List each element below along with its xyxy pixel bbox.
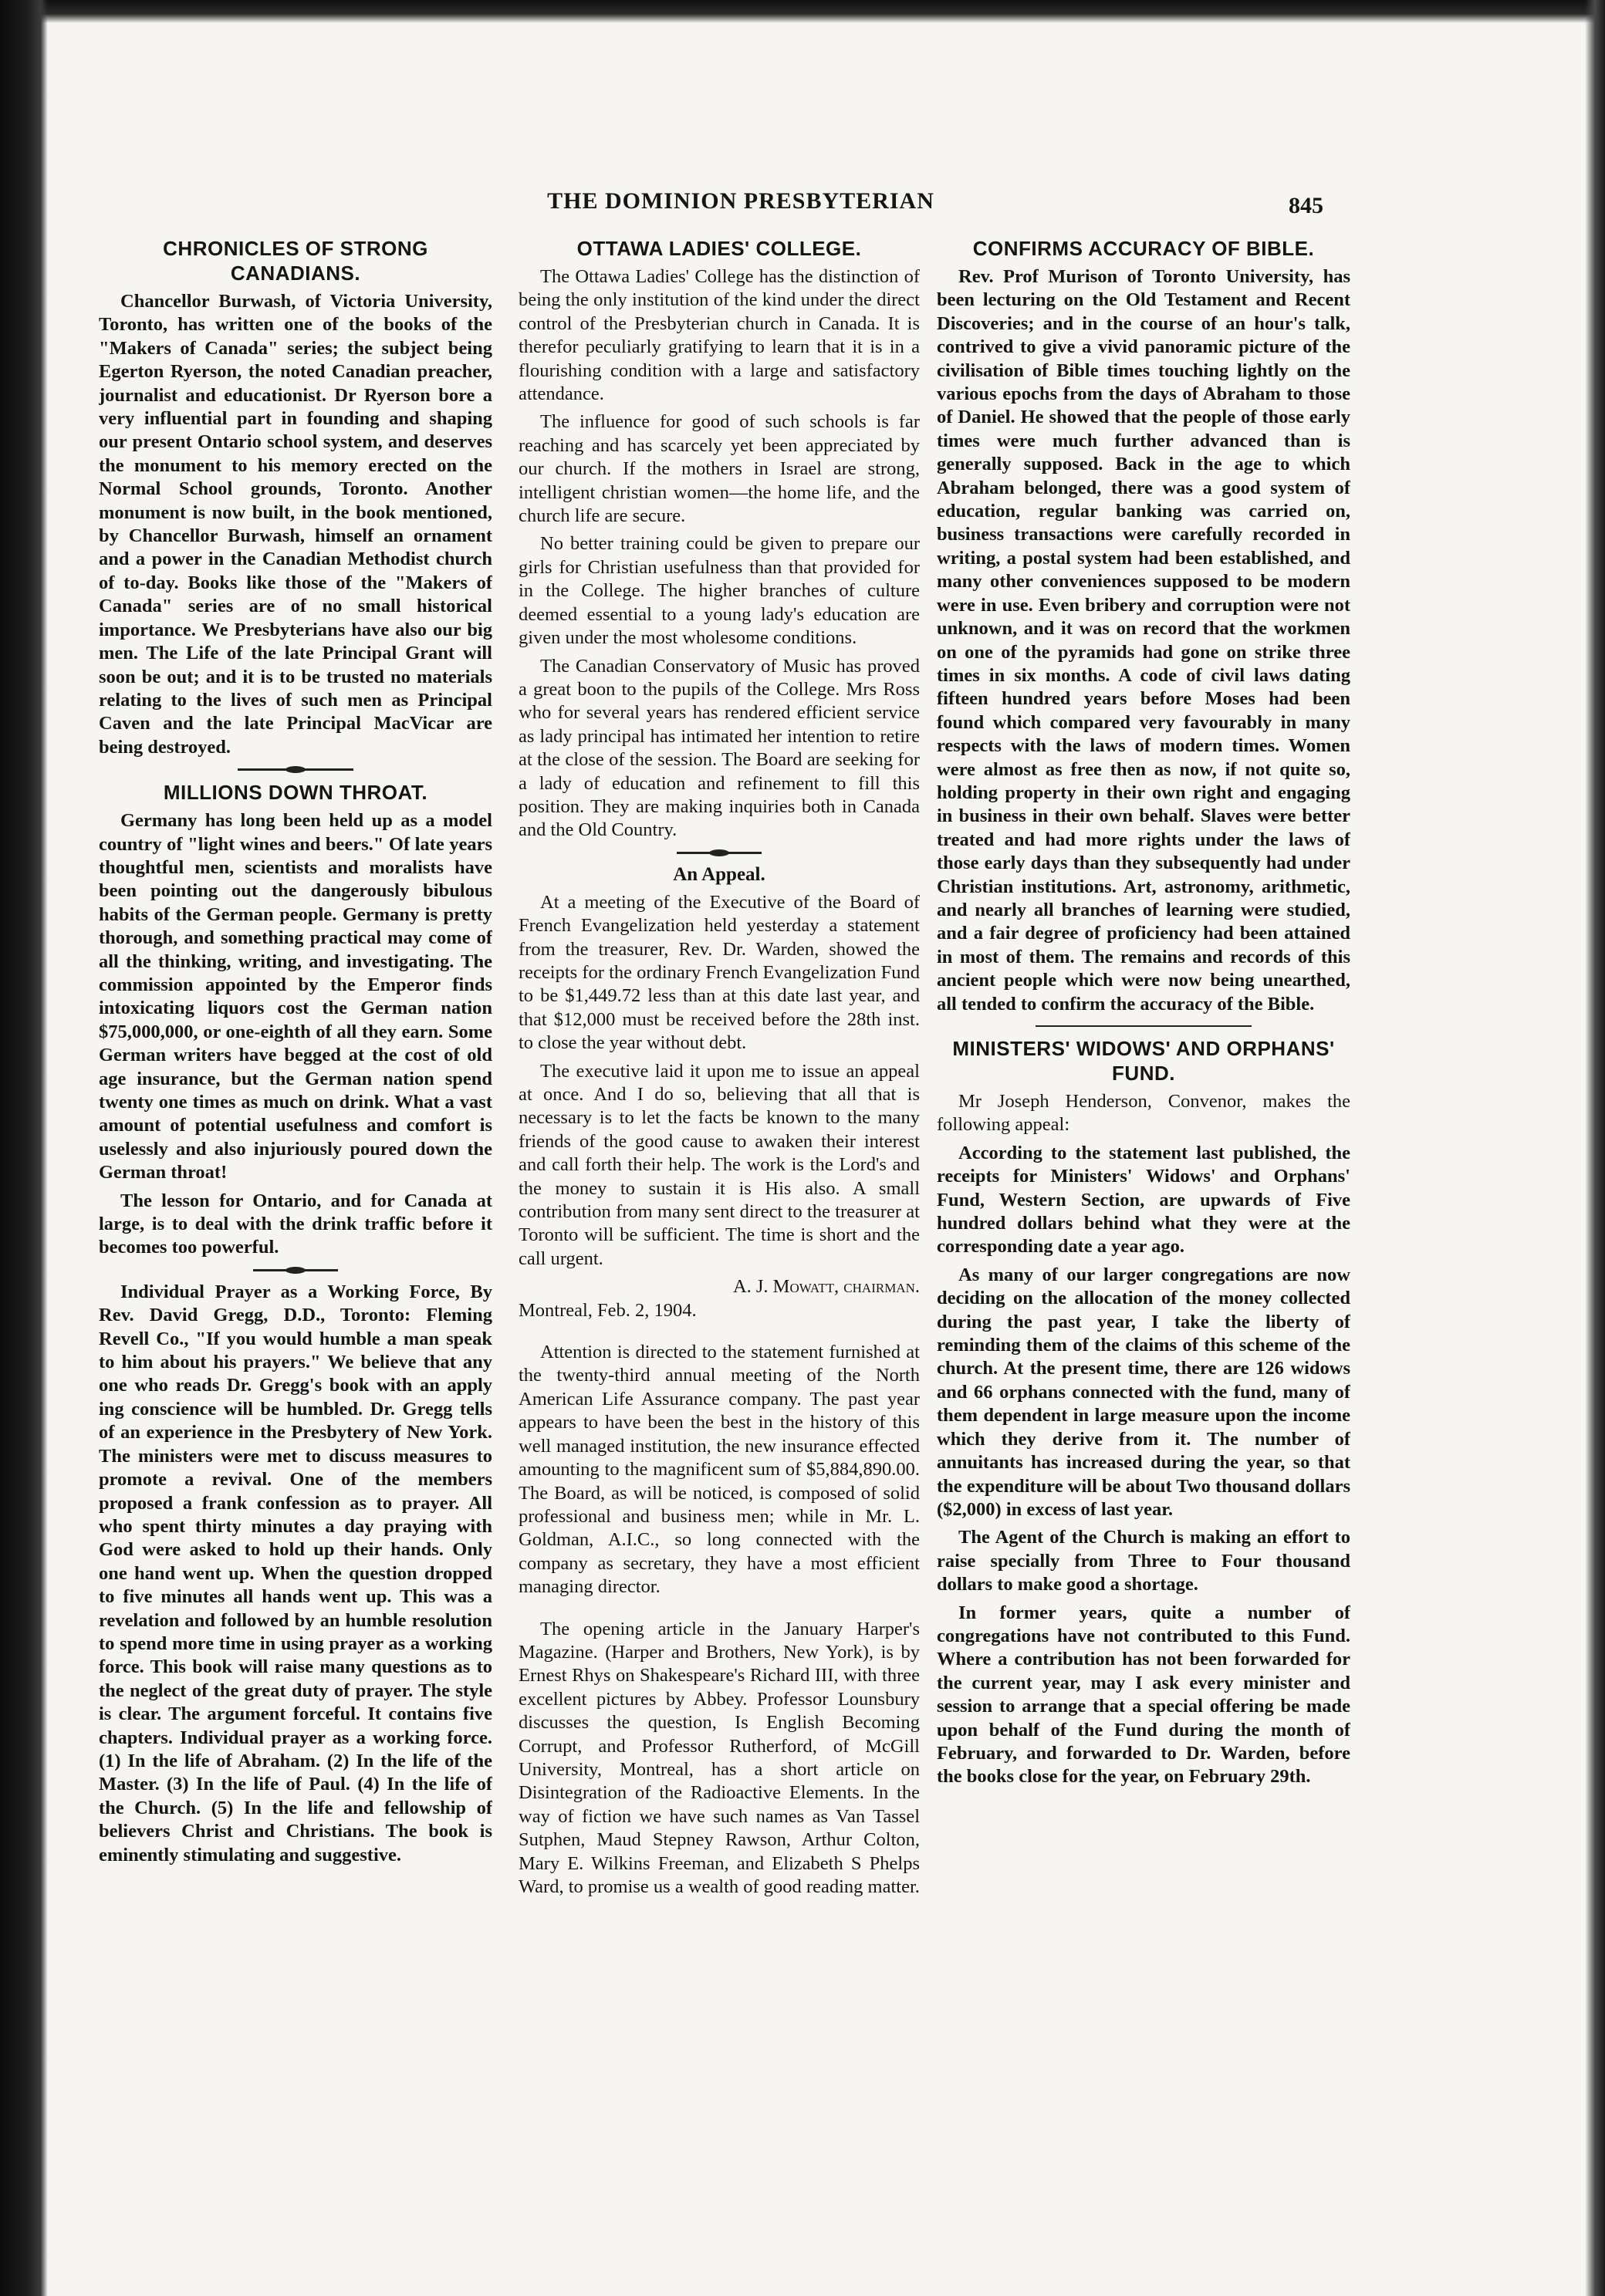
article-paragraph: According to the statement last published, the receipts for Ministers' Widows' and Orphans' Fund, Western Section, are upwards of Five hundred dollars behind what they were at the corresponding date a year ago. — [937, 1142, 1350, 1258]
article-paragraph-insurance: Attention is directed to the statement furnished at the twenty-third annual meeting of the North American Life Assurance company. The past year appears to have been the best in the history of this well managed institution, the new insurance effected amounting to the magnificent sum of $5,884,890.00. The Board, as will be noticed, is composed of solid professional and business men; while in Mr. L. Goldman, A.I.C., so long connected with the company as secretary, they have a most efficient managing director. — [519, 1342, 920, 1598]
column-middle — [519, 236, 920, 2196]
scan-border-left — [0, 0, 48, 2296]
article-paragraph: The Ottawa Ladies' College has the distinction of being the only institution of the kind under the direct control of the Presbyterian church in Canada. It is therefor peculiarly gratifying to learn that it is in a flourishing condition with a large and satisfactory attendance. — [519, 266, 920, 405]
article-paragraph: In former years, quite a number of congregations have not contributed to this Fund. Where a contribution has not been forwarded for the current year, may I ask every minister and session to arrange that a special offering be made upon behalf of the Fund during the month of February, and forwarded to Dr. Warden, before the books close for the year, on February 29th. — [937, 1602, 1350, 1788]
article-title-bible: CONFIRMS ACCURACY OF BIBLE. — [972, 237, 1315, 260]
section-divider — [1036, 1025, 1252, 1027]
page-number: 845 — [1289, 193, 1323, 218]
article-paragraph: Rev. Prof Murison of Toronto University, has been lecturing on the Old Testament and Recent Discoveries; and in the course of an hour's talk, contrived to give a vivid panoramic picture of the civilisation of Bible times touching lightly on the various epochs from the days of Abraham to those of Daniel. He showed that the people of those early times were much further advanced than is generally supposed. Back in the age to which Abraham belonged, there was a good system of education, regular banking was carried on, business transactions were carefully recorded in writing, a postal system had been established, and many other conveniences supposed to be modern were in use. Even bribery and corruption were not unknown, and it was on record that the workmen on one of the pyramids had gone on strike three times in six months. A code of civil laws dating fifteen hundred years before Moses had been found which compared very favourably in many respects with the laws of modern times. Women were almost as free then as now, if not quite so, holding property in their own right and engaging in business in their own behalf. Slaves were better treated and had more rights under the laws of those early days than they subsequently had under Christian institutions. Art, astronomy, arithmetic, and nearly all branches of learning were studied, and a fair degree of proficiency had been attained in most of them. The remains and records of this ancient people which were now being unearthed, all tended to confirm the accuracy of the Bible. — [937, 266, 1350, 1015]
column-right — [937, 236, 1350, 2196]
article-title-millions: MILLIONS DOWN THROAT. — [163, 781, 428, 805]
publication-title: THE DOMINION PRESBYTERIAN — [547, 188, 934, 214]
article-paragraph: The Canadian Conservatory of Music has proved a great boon to the pupils of the College. Mrs Ross who for several years has rendered efficient service as lady principal has intimated her intention to retire at the close of the session. The Board are seeking for a lady of education and refinement to fill this position. They are making inquiries both in Canada and the Old Country. — [519, 655, 920, 841]
signature: A. J. Mowatt, chairman. — [732, 1276, 920, 1298]
section-divider — [253, 1269, 338, 1271]
article-paragraph: Chancellor Burwash, of Victoria University, Toronto, has written one of the books of the "Makers of Canada" series; the subject being Egerton Ryerson, the noted Canadian preacher, journalist and educationist. Dr Ryerson bore a very influential part in founding and shaping our present Ontario school system, and deserves the monument to his memory erected on the Normal School grounds, Toronto. Another monument is now built, in the book mentioned, by Chancellor Burwash, himself an ornament and a power in the Canadian Methodist church of to-day. Books like those of the "Makers of Canada" series are of no small historical importance. We Presbyterians have also our big men. The Life of the late Principal Grant will soon be out; and it is to be trusted no materials relating to the lives of such men as Principal Caven and the late Principal MacVicar are being destroyed. — [99, 291, 492, 758]
section-divider — [677, 852, 762, 854]
article-paragraph-book-review: Individual Prayer as a Working Force, By Rev. David Gregg, D.D., Toronto: Fleming Revell Co., "If you would humble a man speak to him about his prayers." We believe that any one who reads Dr. Gregg's book with an apply ing conscience will be humbled. Dr. Gregg tells of an experience in the Presbytery of New York. The ministers were met to discuss measures to promote a revival. One of the members proposed a frank confession as to prayer. All who spent thirty minutes a day praying with God were asked to hold up their hands. Only one hand went up. When the question dropped to five minutes all hands went up. This was a revelation and followed by an humble resolution to spend more time in using prayer as a working force. This book will raise many questions as to the neglect of the great duty of prayer. The style is clear. The argument forceful. It contains five chapters. Individual prayer as a working force. (1) In the life of Abraham. (2) In the life of the Master. (3) In the life of Paul. (4) In the life of the Church. (5) In the life and fellowship of believers Christ and Christians. The book is eminently stimulating and suggestive. — [99, 1281, 492, 1866]
article-title-widows-fund: MINISTERS' WIDOWS' AND ORPHANS' FUND. — [952, 1037, 1335, 1085]
article-paragraph: The executive laid it upon me to issue an appeal at once. And I do so, believing that all that is necessary is to let the facts be known to the many friends of the good cause to awaken their interest and call forth their help. The work is the Lord's and the money to sustain it is His also. A small contribution from many sent direct to the treasurer at Toronto will be sufficient. The time is short and the call urgent. — [519, 1060, 920, 1269]
dateline: Montreal, Feb. 2, 1904. — [519, 1299, 697, 1321]
article-paragraph: The Agent of the Church is making an effort to raise specially from Three to Four thousand dollars to make good a shortage. — [937, 1527, 1350, 1595]
article-title-ottawa-college: OTTAWA LADIES' COLLEGE. — [576, 237, 862, 260]
article-paragraph: At a meeting of the Executive of the Board of French Evangelization held yesterday a statement from the treasurer, Rev. Dr. Warden, showed the receipts for the ordinary French Evangelization Fund to be $1,449.72 less than at this date last year, and that $12,000 must be received before the 28th inst. to close the year without debt. — [519, 891, 920, 1054]
scan-border-right — [1585, 0, 1605, 2296]
article-paragraph: As many of our larger congregations are now deciding on the allocation of the money collected during the past year, I take the liberty of reminding them of the claims of this scheme of the church. At the present time, there are 126 widows and 66 orphans connected with the fund, many of them dependent in large measure upon the income which they derive from it. The number of annuitants has increased during the year, so that the expenditure will be about Two thousand dollars ($2,000) in excess of last year. — [937, 1264, 1350, 1520]
article-paragraph-harpers: The opening article in the January Harper's Magazine. (Harper and Brothers, New York), is by Ernest Rhys on Shakespeare's Richard III, with three excellent pictures by Abbey. Professor Lounsbury discusses the question, Is English Becoming Corrupt, and Professor Rutherford, of McGill University, Montreal, has a short article on Disintegration of the Radioactive Elements. In the way of fiction we have such names as Van Tassel Sutphen, Maud Stepney Rawson, Arthur Colton, Mary E. Wilkins Freeman, and Elizabeth S Phelps Ward, to promise us a wealth of good reading matter. — [519, 1618, 920, 1897]
running-header — [0, 188, 1605, 219]
article-paragraph: Mr Joseph Henderson, Convenor, makes the following appeal: — [937, 1091, 1350, 1136]
article-title-chronicles: CHRONICLES OF STRONG CANADIANS. — [163, 237, 428, 285]
article-title-appeal: An Appeal. — [673, 863, 765, 885]
section-divider — [238, 768, 353, 771]
article-paragraph: No better training could be given to prepare our girls for Christian usefulness than that provided for in the College. The higher branches of culture deemed essential to a young lady's education are given under the most wholesome conditions. — [519, 533, 920, 649]
article-paragraph: Germany has long been held up as a model country of "light wines and beers." Of late years thoughtful men, scientists and moralists have been pointing out the dangerously bibulous habits of the German people. Germany is pretty thorough, and something practical may come of all the thinking, writing, and investigating. The commission appointed by the Emperor finds intoxicating liquors cost the German nation $75,000,000, or one-eighth of all they earn. Some German writers have begged at the cost of old age insurance, but the German nation spend twenty one times as much on drink. What a vast amount of potential usefulness and comfort is uselessly and also injuriously poured down the German throat! — [99, 810, 492, 1183]
scan-border-top — [0, 0, 1605, 23]
article-paragraph: The lesson for Ontario, and for Canada at large, is to deal with the drink traffic before it becomes too powerful. — [99, 1190, 492, 1258]
article-paragraph: The influence for good of such schools is far reaching and has scarcely yet been appreciated by our church. If the mothers in Israel are strong, intelligent christian women—the home life, and the church life are secure. — [519, 411, 920, 527]
column-left — [99, 236, 492, 2196]
